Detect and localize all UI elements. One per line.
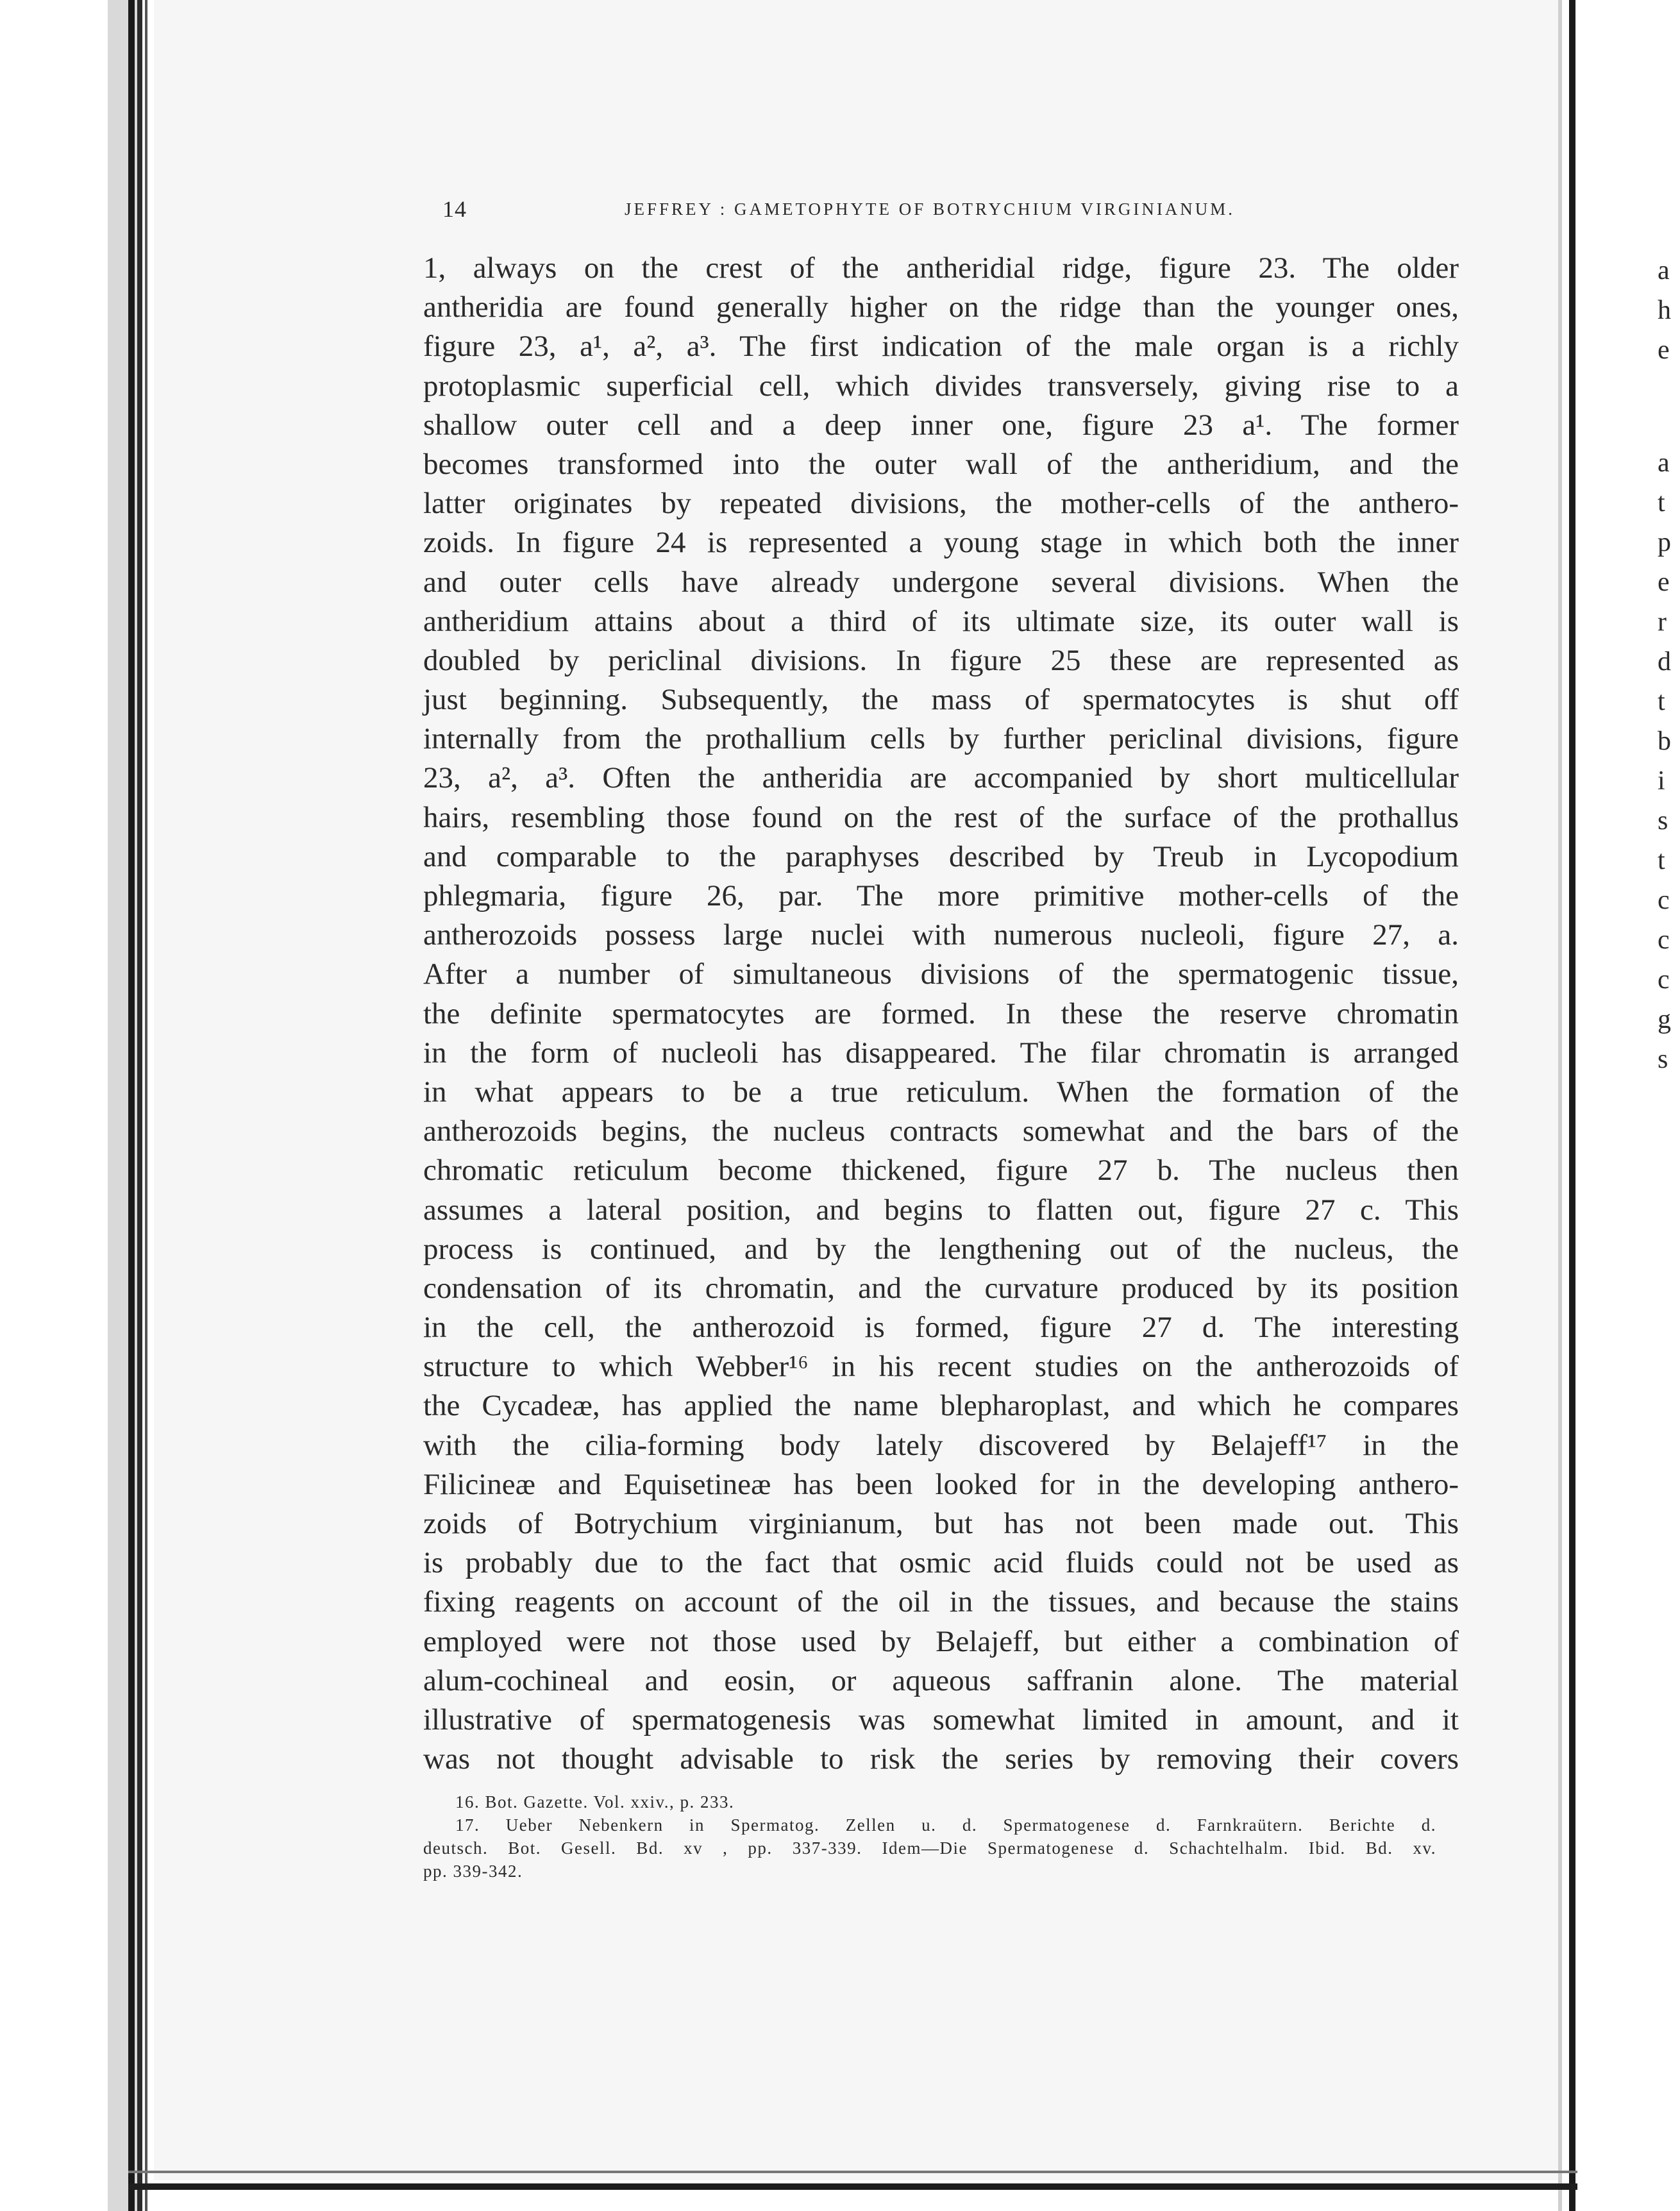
body-line: becomes transformed into the outer wall of the antheridium, and the xyxy=(423,447,1459,481)
body-line: zoids. In figure 24 is represented a young stage in which both the inner xyxy=(423,526,1459,560)
body-line: is probably due to the fact that osmic acid fluids could not be used as xyxy=(423,1546,1459,1580)
body-line: shallow outer cell and a deep inner one, figure 23 a¹. The former xyxy=(423,408,1459,442)
binding-edge-line xyxy=(145,0,147,2211)
body-line: latter originates by repeated divisions, the mother-cells of the anthero- xyxy=(423,487,1459,521)
body-line: doubled by periclinal divisions. In figure 25 these are represented as xyxy=(423,643,1459,677)
binding-edge-inner xyxy=(137,0,142,2211)
right-page-fragment: r xyxy=(1658,607,1667,637)
body-line: condensation of its chromatin, and the curvature produced by its position xyxy=(423,1271,1459,1305)
running-head: JEFFREY : GAMETOPHYTE OF BOTRYCHIUM VIRGINIANUM. xyxy=(625,199,1236,219)
binding-shadow xyxy=(108,0,141,2211)
body-line: 23, a², a³. Often the antheridia are accompanied by short multicellular xyxy=(423,761,1459,795)
right-page-fragment: h xyxy=(1658,296,1671,325)
body-line: the Cycadeæ, has applied the name blepharoplast, and which he compares xyxy=(423,1389,1459,1423)
right-page-fragment: t xyxy=(1658,846,1665,875)
body-line: employed were not those used by Belajeff, but either a combination of xyxy=(423,1624,1459,1658)
right-page-shadow xyxy=(1558,0,1562,2211)
right-page-fragment: a xyxy=(1658,448,1670,478)
right-page-fragment: b xyxy=(1658,727,1671,756)
body-line: process is continued, and by the lengthening out of the nucleus, the xyxy=(423,1232,1459,1266)
footnote-17-line-3: pp. 339-342. xyxy=(423,1862,523,1881)
body-line: with the cilia-forming body lately discovered by Belajeff¹⁷ in the xyxy=(423,1428,1459,1462)
body-line: antheridium attains about a third of its ultimate size, its outer wall is xyxy=(423,604,1459,638)
right-page-fragment: a xyxy=(1658,256,1670,285)
body-line: antherozoids begins, the nucleus contracts somewhat and the bars of the xyxy=(423,1114,1459,1148)
page-header xyxy=(442,196,1456,228)
right-page-fragment: p xyxy=(1658,528,1671,557)
body-line: was not thought advisable to risk the series by removing their covers xyxy=(423,1742,1459,1776)
body-line: the definite spermatocytes are formed. In these the reserve chromatin xyxy=(423,996,1459,1030)
body-line: hairs, resembling those found on the rest of the surface of the prothallus xyxy=(423,800,1459,834)
right-page-edge xyxy=(1569,0,1575,2211)
footnote-17-line-2: deutsch. Bot. Gesell. Bd. xv , pp. 337-339. Idem—Die Spermatogenese d. Schachtelhalm. Ibid. Bd. xv. xyxy=(423,1838,1436,1858)
right-page-fragment: e xyxy=(1658,335,1670,365)
body-line: illustrative of spermatogenesis was somewhat limited in amount, and it xyxy=(423,1702,1459,1736)
bottom-page-edge-thin xyxy=(128,2171,1577,2173)
body-line: just beginning. Subsequently, the mass of spermatocytes is shut off xyxy=(423,683,1459,717)
right-page-fragment: s xyxy=(1658,806,1668,836)
binding-edge xyxy=(128,0,135,2211)
right-page-fragment: c xyxy=(1658,925,1670,955)
right-page-fragment: i xyxy=(1658,766,1665,796)
body-line: chromatic reticulum become thickened, figure 27 b. The nucleus then xyxy=(423,1154,1459,1188)
body-line: in the cell, the antherozoid is formed, figure 27 d. The interesting xyxy=(423,1311,1459,1345)
footnote-16: 16. Bot. Gazette. Vol. xxiv., p. 233. xyxy=(455,1792,735,1812)
body-line: internally from the prothallium cells by further periclinal divisions, figure xyxy=(423,722,1459,756)
right-page-fragment: c xyxy=(1658,965,1670,995)
footnote-17-line-1: 17. Ueber Nebenkern in Spermatog. Zellen u. d. Spermatogenese d. Farnkraütern. Berichte d. xyxy=(455,1815,1436,1835)
body-line: Filicineæ and Equisetineæ has been looked for in the developing anthero- xyxy=(423,1467,1459,1501)
body-line: in what appears to be a true reticulum. When the formation of the xyxy=(423,1075,1459,1109)
body-line: antherozoids possess large nuclei with numerous nucleoli, figure 27, a. xyxy=(423,918,1459,952)
body-line: fixing reagents on account of the oil in the tissues, and because the stains xyxy=(423,1585,1459,1619)
body-line: protoplasmic superficial cell, which divides transversely, giving rise to a xyxy=(423,369,1459,403)
body-line: and comparable to the paraphyses described by Treub in Lycopodium xyxy=(423,839,1459,873)
footnotes xyxy=(423,1790,1436,1883)
right-page-fragment: c xyxy=(1658,886,1670,915)
right-page-fragment: s xyxy=(1658,1045,1668,1074)
right-page-fragment: e xyxy=(1658,567,1670,597)
body-line: antheridia are found generally higher on the ridge than the younger ones, xyxy=(423,290,1459,324)
right-page-fragment: t xyxy=(1658,687,1665,716)
body-line: structure to which Webber¹⁶ in his recent studies on the antherozoids of xyxy=(423,1350,1459,1384)
body-line: After a number of simultaneous divisions of the spermatogenic tissue, xyxy=(423,957,1459,991)
right-page-fragment: d xyxy=(1658,647,1671,677)
bottom-page-edge xyxy=(128,2183,1577,2190)
body-line: in the form of nucleoli has disappeared. The filar chromatin is arranged xyxy=(423,1036,1459,1070)
body-text xyxy=(423,249,1459,1779)
body-line: assumes a lateral position, and begins to flatten out, figure 27 c. This xyxy=(423,1193,1459,1227)
book-binding xyxy=(0,0,147,2211)
right-page-fragment: t xyxy=(1658,488,1665,517)
page-number: 14 xyxy=(442,196,467,222)
body-line: and outer cells have already undergone several divisions. When the xyxy=(423,565,1459,599)
body-line: zoids of Botrychium virginianum, but has not been made out. This xyxy=(423,1507,1459,1540)
right-page-fragment: g xyxy=(1658,1005,1671,1034)
body-line: 1, always on the crest of the antheridial ridge, figure 23. The older xyxy=(423,251,1459,285)
body-line: alum-cochineal and eosin, or aqueous saffranin alone. The material xyxy=(423,1663,1459,1697)
body-line: phlegmaria, figure 26, par. The more primitive mother-cells of the xyxy=(423,879,1459,912)
body-line: figure 23, a¹, a², a³. The first indication of the male organ is a richly xyxy=(423,330,1459,364)
